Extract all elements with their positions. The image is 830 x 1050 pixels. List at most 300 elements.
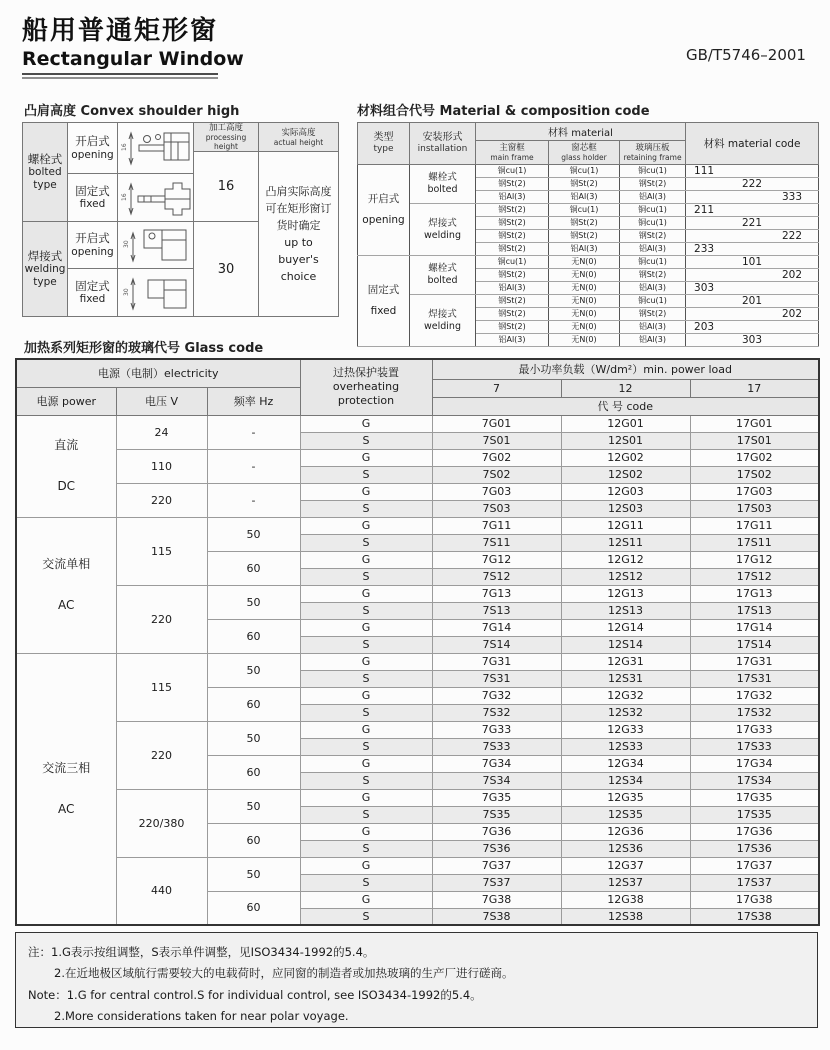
retaining-frame-cell: 铜cu(1) xyxy=(620,217,686,230)
bolted-fixed-section-drawing-icon xyxy=(120,177,192,219)
glass-code-cell: 12S31 xyxy=(561,670,690,687)
voltage-cell: 115 xyxy=(116,517,207,585)
material-code-cell: 203 xyxy=(686,321,819,334)
retaining-frame-cell: 钢St(2) xyxy=(620,230,686,243)
hdr-en: glass holder xyxy=(561,153,607,163)
table-row xyxy=(358,295,819,308)
retaining-frame-cell: 铜cu(1) xyxy=(620,295,686,308)
glass-code-cell: 12G31 xyxy=(561,653,690,670)
glass-code-cell: 12S03 xyxy=(561,500,690,517)
glass-code-cell: 7S02 xyxy=(432,466,561,483)
install-zh: 螺栓式 xyxy=(428,263,457,275)
glass-code-cell: 12G38 xyxy=(561,891,690,908)
protection-mode-cell: S xyxy=(300,602,432,619)
glass-holder-cell: 铝Al(3) xyxy=(549,243,620,256)
power-dc-cell xyxy=(16,415,116,517)
protection-mode-cell: G xyxy=(300,551,432,568)
protection-mode-cell: G xyxy=(300,891,432,908)
glass-code-cell: 17S03 xyxy=(690,500,819,517)
glass-code-cell: 12G02 xyxy=(561,449,690,466)
material-code-cell: 211 xyxy=(686,204,819,217)
bolted-install-cell xyxy=(410,165,476,204)
frequency-cell: - xyxy=(207,483,300,517)
glass-section-title: 加热系列矩形窗的玻璃代号 Glass code xyxy=(24,341,264,356)
material-code-cell: 222 xyxy=(686,178,819,191)
material-group-header: 材料 material xyxy=(476,123,686,141)
install-en: bolted xyxy=(427,184,458,195)
power-ac3-cell xyxy=(16,653,116,925)
glass-code-cell: 12S12 xyxy=(561,568,690,585)
glass-code-cell: 7S33 xyxy=(432,738,561,755)
install-zh: 焊接式 xyxy=(428,217,457,229)
voltage-cell: 220 xyxy=(116,483,207,517)
load-col-7-header: 7 xyxy=(432,379,561,397)
glass-code-cell: 12G37 xyxy=(561,857,690,874)
table-row xyxy=(23,123,339,152)
glass-code-cell: 7G02 xyxy=(432,449,561,466)
material-code-cell: 233 xyxy=(686,243,819,256)
frequency-cell: 60 xyxy=(207,755,300,789)
main-frame-cell: 钢St(2) xyxy=(476,321,549,334)
glass-code-cell: 17G38 xyxy=(690,891,819,908)
frequency-cell: 50 xyxy=(207,585,300,619)
glass-code-cell: 7S31 xyxy=(432,670,561,687)
welding-opening-section-drawing-icon xyxy=(120,224,192,266)
actual-height-header xyxy=(259,123,339,152)
hdr-en: installation xyxy=(417,144,468,155)
glass-code-cell: 12S35 xyxy=(561,806,690,823)
glass-code-cell: 17S13 xyxy=(690,602,819,619)
protection-mode-cell: S xyxy=(300,840,432,857)
protection-mode-cell: S xyxy=(300,806,432,823)
glass-code-cell: 17S01 xyxy=(690,432,819,449)
material-section-title: 材料组合代号 Material & composition code xyxy=(357,104,650,119)
voltage-cell: 220 xyxy=(116,585,207,653)
mode-zh: 开启式 xyxy=(75,231,110,246)
table-row xyxy=(16,517,819,534)
material-code-cell: 333 xyxy=(686,191,819,204)
glass-holder-cell: 铝Al(3) xyxy=(549,191,620,204)
overheating-protection-header xyxy=(300,359,432,415)
welding-type-cell xyxy=(23,222,68,317)
table-row xyxy=(16,449,819,466)
page-title-zh: 船用普通矩形窗 xyxy=(22,16,219,46)
retaining-frame-cell: 铜cu(1) xyxy=(620,256,686,269)
protection-mode-cell: G xyxy=(300,721,432,738)
retaining-frame-cell: 铜cu(1) xyxy=(620,165,686,178)
dim-label: 30 xyxy=(122,240,130,249)
glass-code-cell: 7G32 xyxy=(432,687,561,704)
glass-code-cell: 7G33 xyxy=(432,721,561,738)
protection-mode-cell: G xyxy=(300,619,432,636)
glass-code-cell: 7G14 xyxy=(432,619,561,636)
frequency-cell: 50 xyxy=(207,721,300,755)
frequency-cell: - xyxy=(207,415,300,449)
power-zh: 直流 xyxy=(54,438,79,452)
dim-label: 30 xyxy=(122,288,130,296)
glass-code-cell: 12G32 xyxy=(561,687,690,704)
main-frame-cell: 铜cu(1) xyxy=(476,165,549,178)
main-frame-cell: 钢St(2) xyxy=(476,178,549,191)
glass-code-cell: 12G14 xyxy=(561,619,690,636)
frequency-cell: 60 xyxy=(207,551,300,585)
glass-code-cell: 17S37 xyxy=(690,874,819,891)
glass-code-cell: 12G33 xyxy=(561,721,690,738)
power-ac1-cell xyxy=(16,517,116,653)
retaining-frame-cell: 铝Al(3) xyxy=(620,282,686,295)
opening-mode-cell xyxy=(68,123,118,174)
title-block xyxy=(22,10,244,79)
protection-mode-cell: G xyxy=(300,653,432,670)
glass-code-cell: 17G32 xyxy=(690,687,819,704)
glass-code-cell: 17G33 xyxy=(690,721,819,738)
retaining-frame-cell: 钢St(2) xyxy=(620,269,686,282)
hdr-zh: 类型 xyxy=(373,132,394,144)
glass-code-cell: 7G12 xyxy=(432,551,561,568)
glass-code-cell: 12G03 xyxy=(561,483,690,500)
material-code-cell: 111 xyxy=(686,165,819,178)
glass-code-cell: 17S02 xyxy=(690,466,819,483)
glass-holder-cell: 无N(0) xyxy=(549,321,620,334)
hdr-en: retaining frame xyxy=(623,153,682,163)
glass-code-cell: 12G13 xyxy=(561,585,690,602)
retaining-frame-cell: 钢St(2) xyxy=(620,178,686,191)
glass-code-cell: 7G37 xyxy=(432,857,561,874)
material-code-cell: 101 xyxy=(686,256,819,269)
main-frame-cell: 铝Al(3) xyxy=(476,191,549,204)
glass-holder-cell: 无N(0) xyxy=(549,256,620,269)
glass-holder-cell: 无N(0) xyxy=(549,308,620,321)
glass-code-cell: 7G38 xyxy=(432,891,561,908)
glass-holder-cell: 铜cu(1) xyxy=(549,204,620,217)
glass-code-cell: 12S37 xyxy=(561,874,690,891)
glass-holder-cell: 无N(0) xyxy=(549,269,620,282)
protection-mode-cell: G xyxy=(300,415,432,432)
glass-code-cell: 17G14 xyxy=(690,619,819,636)
glass-code-cell: 7G01 xyxy=(432,415,561,432)
protection-mode-cell: G xyxy=(300,449,432,466)
type-en: fixed xyxy=(370,304,397,317)
dim-label: 16 xyxy=(120,143,128,152)
dim-label: 16 xyxy=(120,193,128,201)
table-row xyxy=(16,653,819,670)
glass-code-cell: 12S32 xyxy=(561,704,690,721)
material-code-cell: 201 xyxy=(686,295,819,308)
power-zh: 交流单相 xyxy=(42,557,91,571)
glass-code-cell: 7G36 xyxy=(432,823,561,840)
main-frame-cell: 钢St(2) xyxy=(476,295,549,308)
main-frame-cell: 钢St(2) xyxy=(476,204,549,217)
protection-mode-cell: S xyxy=(300,636,432,653)
glass-code-cell: 17S14 xyxy=(690,636,819,653)
opening-mode-cell xyxy=(68,222,118,269)
protection-mode-cell: G xyxy=(300,687,432,704)
glass-code-cell: 17G37 xyxy=(690,857,819,874)
table-row xyxy=(16,585,819,602)
glass-code-cell: 17G13 xyxy=(690,585,819,602)
material-code-cell: 221 xyxy=(686,217,819,230)
main-frame-cell: 钢St(2) xyxy=(476,269,549,282)
hdr-zh: 窗芯框 xyxy=(571,142,597,153)
protection-mode-cell: S xyxy=(300,568,432,585)
bolted-type-cell xyxy=(23,123,68,222)
mode-en: opening xyxy=(71,245,114,258)
table-row xyxy=(16,359,819,379)
protection-mode-cell: S xyxy=(300,874,432,891)
notes-box xyxy=(15,932,818,1028)
frequency-cell: 60 xyxy=(207,619,300,653)
main-frame-cell: 钢St(2) xyxy=(476,243,549,256)
table-row xyxy=(358,123,819,141)
protection-mode-cell: G xyxy=(300,517,432,534)
glass-holder-cell: 铜cu(1) xyxy=(549,165,620,178)
power-en: AC xyxy=(58,801,75,816)
glass-code-table xyxy=(15,358,820,926)
note-en-1: Note：1.G for central control.S for individual control, see ISO3434-1992的5.4。 xyxy=(28,987,482,1002)
hdr-zh: 玻璃压板 xyxy=(635,142,670,153)
type-header xyxy=(358,123,410,165)
glass-code-cell: 17G12 xyxy=(690,551,819,568)
drawing-cell xyxy=(118,123,194,174)
welding-type-zh: 焊接式 xyxy=(27,248,63,263)
fixed-type-cell xyxy=(358,256,410,347)
glass-code-cell: 17G01 xyxy=(690,415,819,432)
glass-code-cell: 17S35 xyxy=(690,806,819,823)
retaining-frame-cell: 铝Al(3) xyxy=(620,334,686,347)
voltage-cell: 220 xyxy=(116,721,207,789)
voltage-cell: 115 xyxy=(116,653,207,721)
glass-code-cell: 7S13 xyxy=(432,602,561,619)
retaining-frame-cell: 铝Al(3) xyxy=(620,243,686,256)
note-zh-2: 2.在近地极区域航行需要较大的电载荷时，应同窗的制造者或加热玻璃的生产厂进行磋商。 xyxy=(54,966,514,981)
material-code-table xyxy=(357,122,819,347)
main-frame-header xyxy=(476,141,549,165)
convex-shoulder-table xyxy=(22,122,339,317)
load-col-17-header: 17 xyxy=(690,379,819,397)
retaining-frame-cell: 铜cu(1) xyxy=(620,204,686,217)
frequency-cell: 50 xyxy=(207,857,300,891)
table-row xyxy=(358,204,819,217)
main-frame-cell: 钢St(2) xyxy=(476,217,549,230)
retaining-frame-cell: 钢St(2) xyxy=(620,308,686,321)
glass-code-cell: 7S36 xyxy=(432,840,561,857)
frequency-cell: 60 xyxy=(207,891,300,925)
welding-install-cell xyxy=(410,295,476,347)
mode-en: fixed xyxy=(79,293,106,306)
glass-holder-cell: 无N(0) xyxy=(549,334,620,347)
power-en: DC xyxy=(57,479,76,493)
install-zh: 螺栓式 xyxy=(428,172,457,184)
voltage-header: 电压 V xyxy=(116,387,207,415)
glass-code-cell: 12G01 xyxy=(561,415,690,432)
table-row xyxy=(358,256,819,269)
fixed-mode-cell xyxy=(68,269,118,317)
welding-install-cell xyxy=(410,204,476,256)
protection-mode-cell: S xyxy=(300,738,432,755)
glass-code-cell: 12G11 xyxy=(561,517,690,534)
glass-code-cell: 12S33 xyxy=(561,738,690,755)
page-title-en: Rectangular Window xyxy=(22,48,244,70)
load-col-12-header: 12 xyxy=(561,379,690,397)
protection-mode-cell: S xyxy=(300,670,432,687)
glass-holder-cell: 无N(0) xyxy=(549,295,620,308)
protection-mode-cell: G xyxy=(300,755,432,772)
glass-code-cell: 7S14 xyxy=(432,636,561,653)
glass-code-cell: 17G03 xyxy=(690,483,819,500)
install-zh: 焊接式 xyxy=(428,308,457,320)
glass-code-cell: 7S37 xyxy=(432,874,561,891)
glass-code-cell: 7G11 xyxy=(432,517,561,534)
protection-mode-cell: S xyxy=(300,466,432,483)
frequency-header: 频率 Hz xyxy=(207,387,300,415)
type-zh: 开启式 xyxy=(367,193,400,206)
electricity-header: 电源（电制）electricity xyxy=(16,359,300,387)
frequency-cell: 50 xyxy=(207,517,300,551)
material-code-cell: 202 xyxy=(686,269,819,282)
protection-mode-cell: S xyxy=(300,432,432,449)
hdr-en: overheating protection xyxy=(332,380,400,408)
glass-holder-cell: 钢St(2) xyxy=(549,217,620,230)
material-code-header: 材料 material code xyxy=(686,123,819,165)
mode-zh: 开启式 xyxy=(75,134,110,149)
drawing-cell xyxy=(118,269,194,317)
glass-code-cell: 17S33 xyxy=(690,738,819,755)
retaining-frame-cell: 铝Al(3) xyxy=(620,191,686,204)
glass-code-cell: 12S13 xyxy=(561,602,690,619)
glass-code-cell: 12S34 xyxy=(561,772,690,789)
shoulder-section-title: 凸肩高度 Convex shoulder high xyxy=(24,104,240,119)
welding-type-en: welding type xyxy=(24,263,66,289)
glass-code-cell: 17S32 xyxy=(690,704,819,721)
opening-type-cell xyxy=(358,165,410,256)
min-power-load-header: 最小功率负载（W/dm²）min. power load xyxy=(432,359,819,379)
glass-code-cell: 7G34 xyxy=(432,755,561,772)
glass-code-cell: 7S34 xyxy=(432,772,561,789)
mode-zh: 固定式 xyxy=(75,278,110,293)
processing-height-value: 16 xyxy=(194,152,259,222)
voltage-cell: 110 xyxy=(116,449,207,483)
table-row xyxy=(16,415,819,432)
glass-code-cell: 17S31 xyxy=(690,670,819,687)
glass-code-cell: 17G31 xyxy=(690,653,819,670)
glass-code-cell: 17S11 xyxy=(690,534,819,551)
glass-code-cell: 17G02 xyxy=(690,449,819,466)
bolted-opening-section-drawing-icon xyxy=(120,128,192,168)
glass-code-cell: 12G12 xyxy=(561,551,690,568)
main-frame-cell: 铝Al(3) xyxy=(476,334,549,347)
note-en-2: 2.More considerations taken for near polar voyage. xyxy=(54,1008,349,1023)
glass-code-cell: 17S12 xyxy=(690,568,819,585)
glass-code-cell: 12S14 xyxy=(561,636,690,653)
protection-mode-cell: G xyxy=(300,483,432,500)
note-zh-1: 注：1.G表示按组调整，S表示单件调整，见ISO3434-1992的5.4。 xyxy=(28,945,375,959)
frequency-cell: 50 xyxy=(207,789,300,823)
welding-fixed-section-drawing-icon xyxy=(120,272,192,314)
glass-code-cell: 7S03 xyxy=(432,500,561,517)
glass-holder-cell: 钢St(2) xyxy=(549,230,620,243)
voltage-cell: 220/380 xyxy=(116,789,207,857)
glass-code-cell: 12G36 xyxy=(561,823,690,840)
glass-code-cell: 7S35 xyxy=(432,806,561,823)
retaining-frame-cell: 铝Al(3) xyxy=(620,321,686,334)
hdr-zh: 安装形式 xyxy=(422,132,463,144)
material-code-cell: 303 xyxy=(686,282,819,295)
glass-code-cell: 7S32 xyxy=(432,704,561,721)
glass-code-cell: 7S01 xyxy=(432,432,561,449)
table-row xyxy=(358,165,819,178)
hdr-en: processing height xyxy=(205,133,247,152)
drawing-cell xyxy=(118,174,194,222)
fixed-mode-cell xyxy=(68,174,118,222)
frequency-cell: - xyxy=(207,449,300,483)
install-en: welding xyxy=(424,320,461,332)
protection-mode-cell: G xyxy=(300,789,432,806)
hdr-zh: 主窗框 xyxy=(499,142,525,153)
glass-code-cell: 12S11 xyxy=(561,534,690,551)
glass-code-cell: 17S36 xyxy=(690,840,819,857)
power-header: 电源 power xyxy=(16,387,116,415)
glass-code-cell: 17S38 xyxy=(690,908,819,925)
glass-code-cell: 12G35 xyxy=(561,789,690,806)
glass-holder-cell: 无N(0) xyxy=(549,282,620,295)
glass-code-cell: 7G35 xyxy=(432,789,561,806)
material-code-cell: 303 xyxy=(686,334,819,347)
voltage-cell: 24 xyxy=(116,415,207,449)
hdr-zh: 过热保护装置 xyxy=(333,365,399,379)
glass-code-cell: 7G03 xyxy=(432,483,561,500)
code-header: 代 号 code xyxy=(432,397,819,415)
actual-note-zh: 凸肩实际高度可在矩形窗订货时确定 xyxy=(265,185,332,233)
actual-height-note xyxy=(259,152,339,317)
glass-code-cell: 12G34 xyxy=(561,755,690,772)
type-en: opening xyxy=(362,213,405,226)
glass-code-cell: 7S12 xyxy=(432,568,561,585)
mode-zh: 固定式 xyxy=(75,183,110,198)
glass-code-cell: 17G35 xyxy=(690,789,819,806)
glass-code-cell: 7G13 xyxy=(432,585,561,602)
processing-height-value: 30 xyxy=(194,222,259,317)
table-row xyxy=(16,857,819,874)
main-frame-cell: 铜cu(1) xyxy=(476,256,549,269)
processing-height-header xyxy=(194,123,259,152)
protection-mode-cell: S xyxy=(300,772,432,789)
glass-code-cell: 12S01 xyxy=(561,432,690,449)
glass-code-cell: 7S38 xyxy=(432,908,561,925)
voltage-cell: 440 xyxy=(116,857,207,925)
glass-code-cell: 17S34 xyxy=(690,772,819,789)
protection-mode-cell: S xyxy=(300,908,432,925)
main-frame-cell: 铝Al(3) xyxy=(476,282,549,295)
bolted-type-zh: 螺栓式 xyxy=(27,151,63,166)
frequency-cell: 50 xyxy=(207,653,300,687)
bolted-type-en: bolted type xyxy=(28,166,62,192)
install-en: welding xyxy=(424,229,461,241)
table-row xyxy=(16,721,819,738)
hdr-en: actual height xyxy=(273,137,324,147)
hdr-en: type xyxy=(373,144,394,155)
retaining-frame-header xyxy=(620,141,686,165)
hdr-zh: 加工高度 xyxy=(208,123,243,133)
installation-header xyxy=(410,123,476,165)
glass-code-cell: 12S02 xyxy=(561,466,690,483)
frequency-cell: 60 xyxy=(207,823,300,857)
bolted-install-cell xyxy=(410,256,476,295)
hdr-en: main frame xyxy=(490,153,534,163)
mode-en: fixed xyxy=(79,198,106,211)
protection-mode-cell: G xyxy=(300,857,432,874)
glass-code-cell: 7G31 xyxy=(432,653,561,670)
hdr-zh: 实际高度 xyxy=(281,127,316,138)
